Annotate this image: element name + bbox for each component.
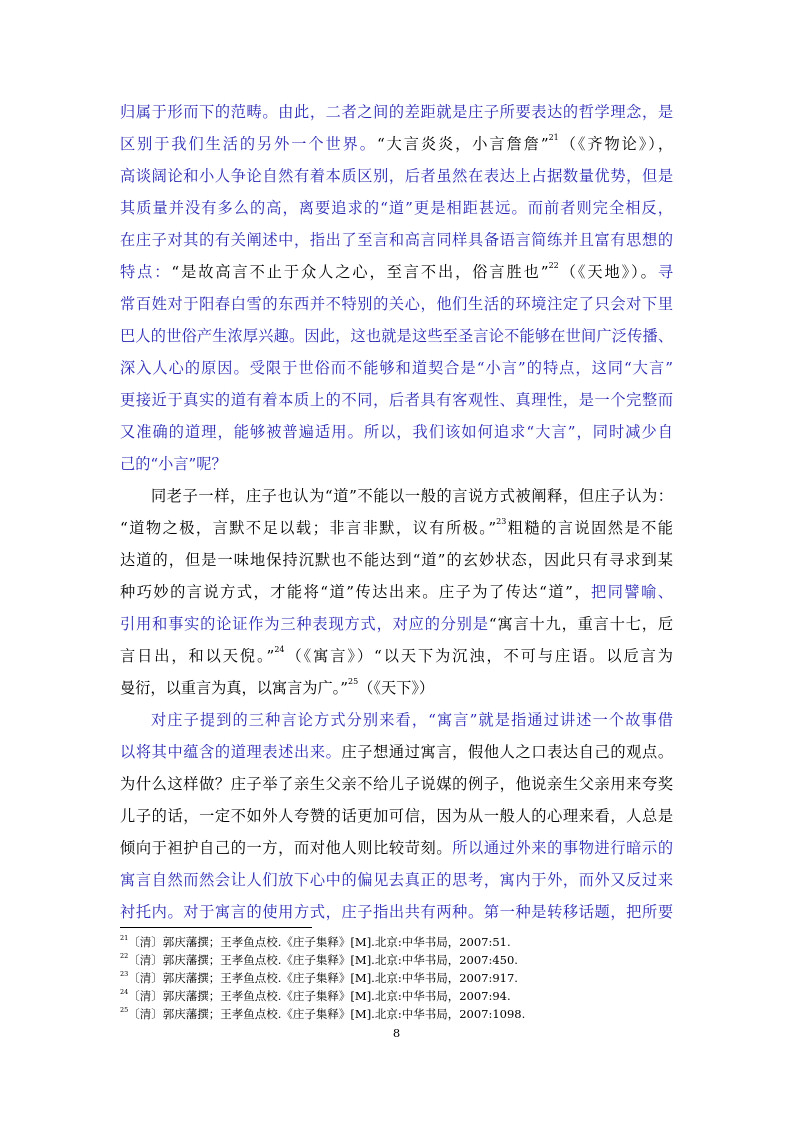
text-run: 种巧妙的言说方式，才能将“道”传达出来。庄子为了传达“道”， <box>120 583 592 601</box>
text-run: （《齐物论》）， <box>558 135 673 153</box>
text-line <box>120 736 673 768</box>
footnote-number: 25 <box>120 1006 129 1014</box>
text-run: 其质量并没有多么的高，离要追求的“道”更是相距甚远。而前者则完全相反， <box>120 199 673 217</box>
text-line <box>120 96 673 128</box>
text-run: 己的“小言”呢？ <box>120 455 227 473</box>
text-run: 以将其中蕴含的道理表述出来。 <box>120 743 342 761</box>
text-run: “道物之极，言默不足以载；非言非默，议有所极。” <box>120 519 497 537</box>
text-run: （《天下》） <box>358 679 435 697</box>
text-run: 对庄子提到的三种言论方式分别来看，“寓言”就是指通过讲述一个故事借 <box>151 711 673 729</box>
text-run: “是故高言不止于众人之心，至言不出，俗言胜也” <box>171 263 549 281</box>
text-run: 深入人心的原因。受限于世俗而不能够和道契合是“小言”的特点，这同“大言” <box>120 359 673 377</box>
footnote-text: 〔清〕郭庆藩撰；王孝鱼点校.《庄子集释》[M].北京:中华书局，2007:94. <box>128 989 511 1003</box>
text-line <box>120 704 673 736</box>
footnote-ref: 22 <box>548 261 559 270</box>
footnote-text: 〔清〕郭庆藩撰；王孝鱼点校.《庄子集释》[M].北京:中华书局，2007:51. <box>128 935 511 949</box>
text-run: 倾向于袒护自己的一方，而对他人则比较苛刻。 <box>120 839 453 857</box>
footnote-number: 24 <box>120 988 129 996</box>
text-line <box>120 576 673 608</box>
footnote-text: 〔清〕郭庆藩撰；王孝鱼点校.《庄子集释》[M].北京:中华书局，2007:917. <box>128 971 518 985</box>
text-line <box>120 192 673 224</box>
footnote <box>120 933 673 951</box>
text-line <box>120 352 673 384</box>
text-line <box>120 800 673 832</box>
footnote-number: 22 <box>120 952 129 960</box>
text-run: 在庄子对其的有关阐述中，指出了至言和高言同样具备语言简练并且富有思想的 <box>120 231 673 249</box>
text-run: 所以通过外来的事物进行暗示的 <box>452 839 673 857</box>
text-line <box>120 640 673 672</box>
footnote <box>120 969 673 987</box>
text-run: （《天地》）。 <box>558 263 658 281</box>
footnote-text: 〔清〕郭庆藩撰；王孝鱼点校.《庄子集释》[M].北京:中华书局，2007:1098. <box>128 1007 526 1021</box>
text-line <box>120 608 673 640</box>
body-text <box>120 96 673 928</box>
footnotes <box>120 933 673 1023</box>
footnote <box>120 987 673 1005</box>
text-line <box>120 896 673 928</box>
footnote-ref: 23 <box>496 517 507 526</box>
text-line <box>120 832 673 864</box>
text-run: 把同譬喻、 <box>591 583 673 601</box>
text-line <box>120 256 673 288</box>
text-run: 归属于形而下的范畴。由此，二者之间的差距就是庄子所要表达的哲学理念，是 <box>120 103 673 121</box>
text-run: 引用和事实的论证作为三种表现方式，对应的分别是 <box>120 615 489 633</box>
text-run: 同老子一样，庄子也认为“道”不能以一般的言说方式被阐释，但庄子认为： <box>151 487 673 505</box>
text-line <box>120 512 673 544</box>
footnote-separator <box>120 927 312 928</box>
text-line <box>120 416 673 448</box>
text-line <box>120 480 673 512</box>
text-run: 为什么这样做？庄子举了亲生父亲不给儿子说媒的例子，他说亲生父亲用来夸奖 <box>120 775 673 793</box>
text-line <box>120 768 673 800</box>
footnote-text: 〔清〕郭庆藩撰；王孝鱼点校.《庄子集释》[M].北京:中华书局，2007:450. <box>128 953 518 967</box>
text-run: 达道的，但是一味地保持沉默也不能达到“道”的玄妙状态，因此只有寻求到某 <box>120 551 673 569</box>
text-line <box>120 224 673 256</box>
page-number: 8 <box>392 1026 401 1040</box>
text-run: 寓言自然而然会让人们放下心中的偏见去真正的思考，寓内于外，而外又反过来 <box>120 871 673 889</box>
text-run: 特点： <box>120 263 172 281</box>
text-run: 粗糙的言说固然是不能 <box>506 519 673 537</box>
text-run: 衬托内。对于寓言的使用方式，庄子指出共有两种。第一种是转移话题，把所要 <box>120 903 673 921</box>
footnote <box>120 1005 673 1023</box>
footnote <box>120 951 673 969</box>
text-run: “大言炎炎，小言詹詹” <box>376 135 549 153</box>
footnote-number: 21 <box>120 934 129 942</box>
footnote-ref: 21 <box>548 133 559 142</box>
text-line <box>120 320 673 352</box>
text-line <box>120 672 673 704</box>
text-line <box>120 864 673 896</box>
text-run: 寻 <box>657 263 673 281</box>
text-run: （《寓言》）“以天下为沉浊，不可与庄语。以卮言为 <box>284 647 673 665</box>
text-line <box>120 288 673 320</box>
text-run: 儿子的话，一定不如外人夸赞的话更加可信，因为从一般人的心理来看，人总是 <box>120 807 673 825</box>
text-run: 更接近于真实的道有着本质上的不同，后者具有客观性、真理性，是一个完整而 <box>120 391 673 409</box>
text-run: 庄子想通过寓言，假他人之口表达自己的观点。 <box>341 743 673 761</box>
text-run: 又准确的道理，能够被普遍适用。所以，我们该如何追求“大言”，同时减少自 <box>120 423 673 441</box>
text-line <box>120 128 673 160</box>
text-run: 区别于我们生活的另外一个世界。 <box>120 135 377 153</box>
text-line <box>120 448 673 480</box>
text-line <box>120 544 673 576</box>
text-line <box>120 384 673 416</box>
text-run: 高谈阔论和小人争论自然有着本质区别，后者虽然在表达上占据数量优势，但是 <box>120 167 673 185</box>
footnote-number: 23 <box>120 970 129 978</box>
footnote-ref: 25 <box>347 677 359 686</box>
text-run: 言日出，和以天倪。” <box>120 647 275 665</box>
text-run: 曼衍，以重言为真，以寓言为广。” <box>120 679 348 697</box>
text-run: “寓言十九，重言十七，卮 <box>488 615 673 633</box>
text-line <box>120 160 673 192</box>
text-run: 常百姓对于阳春白雪的东西并不特别的关心，他们生活的环境注定了只会对下里 <box>120 295 673 313</box>
footnote-ref: 24 <box>274 645 285 654</box>
text-run: 巴人的世俗产生浓厚兴趣。因此，这也就是这些至圣言论不能够在世间广泛传播、 <box>120 327 673 345</box>
